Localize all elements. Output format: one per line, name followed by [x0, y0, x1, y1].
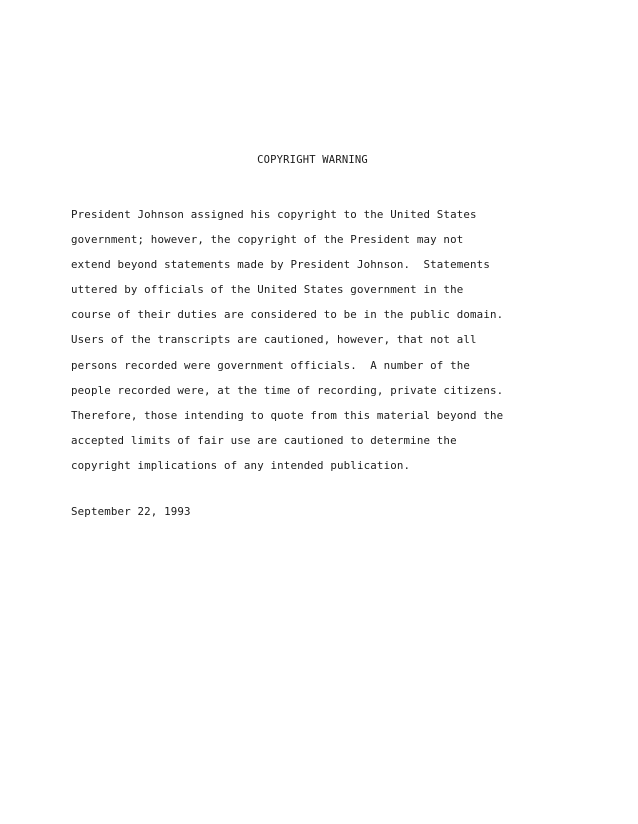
warning-paragraph — [71, 202, 571, 478]
paragraph-line: copyright implications of any intended publication. — [71, 458, 411, 472]
document-title: COPYRIGHT WARNING — [257, 154, 368, 166]
paragraph-line: extend beyond statements made by President Johnson. Statements — [71, 258, 490, 272]
document-date: September 22, 1993 — [71, 505, 191, 518]
paragraph-line: course of their duties are considered to be in the public domain. — [71, 308, 504, 322]
paragraph-line: President Johnson assigned his copyright to the United States — [71, 208, 477, 221]
paragraph-line: Therefore, those intending to quote from this material beyond the — [71, 408, 504, 422]
paragraph-line: accepted limits of fair use are cautioned to determine the — [71, 433, 457, 447]
paragraph-line: persons recorded were government officials. A number of the — [71, 358, 471, 372]
paragraph-line: people recorded were, at the time of recording, private citizens. — [71, 383, 504, 397]
paragraph-line: uttered by officials of the United States government in the — [71, 283, 464, 297]
paragraph-line: Users of the transcripts are cautioned, however, that not all — [71, 333, 477, 347]
paragraph-line: government; however, the copyright of the President may not — [71, 233, 464, 247]
